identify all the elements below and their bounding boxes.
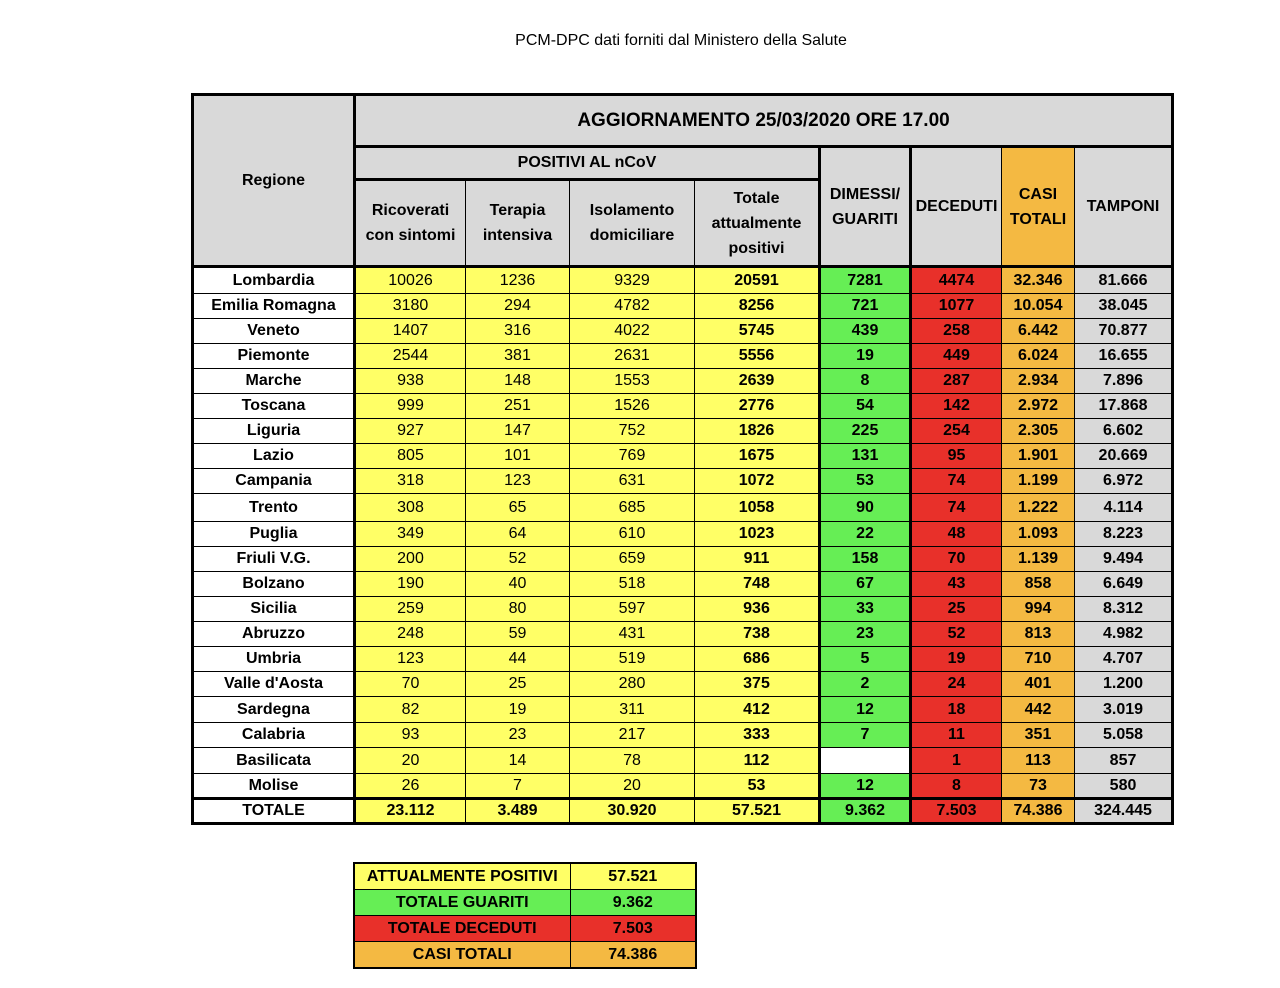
dimessi-cell: 12 xyxy=(820,697,911,723)
casi-totali-cell: 74.386 xyxy=(1002,799,1075,824)
isolamento-cell: 610 xyxy=(570,522,695,547)
terapia-cell: 14 xyxy=(466,748,570,774)
deceduti-cell: 48 xyxy=(911,522,1002,547)
dimessi-cell: 225 xyxy=(820,419,911,444)
table-row xyxy=(193,774,1173,799)
terapia-cell: 148 xyxy=(466,369,570,394)
tamponi-cell: 580 xyxy=(1075,774,1173,799)
region-cell: Sardegna xyxy=(193,697,355,723)
table-row xyxy=(193,723,1173,748)
region-cell: Molise xyxy=(193,774,355,799)
deceduti-cell: 8 xyxy=(911,774,1002,799)
casi-totali-cell: 2.305 xyxy=(1002,419,1075,444)
region-cell: Piemonte xyxy=(193,344,355,369)
table-row xyxy=(193,522,1173,547)
dimessi-cell: 2 xyxy=(820,672,911,697)
casi-totali-cell: 10.054 xyxy=(1002,294,1075,319)
region-cell: Lazio xyxy=(193,444,355,469)
region-cell: Puglia xyxy=(193,522,355,547)
total-row xyxy=(193,799,1173,824)
region-cell: Umbria xyxy=(193,647,355,672)
casi-totali-cell: 2.934 xyxy=(1002,369,1075,394)
dimessi-cell: 33 xyxy=(820,597,911,622)
tamponi-cell: 16.655 xyxy=(1075,344,1173,369)
table-row xyxy=(193,494,1173,522)
totale-positivi-cell: 1058 xyxy=(695,494,820,522)
totale-positivi-cell: 412 xyxy=(695,697,820,723)
isolamento-cell: 631 xyxy=(570,469,695,494)
tamponi-cell: 6.972 xyxy=(1075,469,1173,494)
casi-totali-cell: 1.093 xyxy=(1002,522,1075,547)
ricoverati-cell: 20 xyxy=(355,748,466,774)
tamponi-cell: 7.896 xyxy=(1075,369,1173,394)
tamponi-cell: 8.223 xyxy=(1075,522,1173,547)
header-isolamento: Isolamento domiciliare xyxy=(570,180,695,267)
summary-row xyxy=(354,863,696,890)
casi-totali-cell: 32.346 xyxy=(1002,267,1075,294)
terapia-cell: 3.489 xyxy=(466,799,570,824)
region-cell: Trento xyxy=(193,494,355,522)
table-row xyxy=(193,597,1173,622)
dimessi-cell: 7281 xyxy=(820,267,911,294)
region-cell: Liguria xyxy=(193,419,355,444)
deceduti-cell: 4474 xyxy=(911,267,1002,294)
isolamento-cell: 217 xyxy=(570,723,695,748)
totale-positivi-cell: 2776 xyxy=(695,394,820,419)
dimessi-cell: 54 xyxy=(820,394,911,419)
summary-row xyxy=(354,890,696,916)
totale-positivi-cell: 5556 xyxy=(695,344,820,369)
deceduti-cell: 52 xyxy=(911,622,1002,647)
terapia-cell: 19 xyxy=(466,697,570,723)
totale-positivi-cell: 1675 xyxy=(695,444,820,469)
tamponi-cell: 857 xyxy=(1075,748,1173,774)
isolamento-cell: 431 xyxy=(570,622,695,647)
ricoverati-cell: 805 xyxy=(355,444,466,469)
totale-positivi-cell: 686 xyxy=(695,647,820,672)
terapia-cell: 65 xyxy=(466,494,570,522)
totale-positivi-cell: 1072 xyxy=(695,469,820,494)
ricoverati-cell: 999 xyxy=(355,394,466,419)
summary-value: 9.362 xyxy=(570,890,696,916)
tamponi-cell: 17.868 xyxy=(1075,394,1173,419)
isolamento-cell: 752 xyxy=(570,419,695,444)
ricoverati-cell: 123 xyxy=(355,647,466,672)
casi-totali-cell: 1.222 xyxy=(1002,494,1075,522)
ricoverati-cell: 93 xyxy=(355,723,466,748)
tamponi-cell: 4.114 xyxy=(1075,494,1173,522)
header-terapia: Terapia intensiva xyxy=(466,180,570,267)
table-row xyxy=(193,622,1173,647)
summary-label: CASI TOTALI xyxy=(354,942,570,969)
dimessi-cell: 53 xyxy=(820,469,911,494)
summary-value: 74.386 xyxy=(570,942,696,969)
deceduti-cell: 24 xyxy=(911,672,1002,697)
deceduti-cell: 11 xyxy=(911,723,1002,748)
dimessi-cell: 12 xyxy=(820,774,911,799)
deceduti-cell: 142 xyxy=(911,394,1002,419)
ricoverati-cell: 82 xyxy=(355,697,466,723)
table-row xyxy=(193,394,1173,419)
terapia-cell: 147 xyxy=(466,419,570,444)
region-cell: Bolzano xyxy=(193,572,355,597)
terapia-cell: 316 xyxy=(466,319,570,344)
terapia-cell: 52 xyxy=(466,547,570,572)
terapia-cell: 123 xyxy=(466,469,570,494)
header-totale-positivi: Totale attualmente positivi xyxy=(695,180,820,267)
summary-label: TOTALE DECEDUTI xyxy=(354,916,570,942)
tamponi-cell: 4.982 xyxy=(1075,622,1173,647)
dimessi-cell: 131 xyxy=(820,444,911,469)
dimessi-cell: 8 xyxy=(820,369,911,394)
ricoverati-cell: 248 xyxy=(355,622,466,647)
table-row xyxy=(193,547,1173,572)
header-aggiornamento: AGGIORNAMENTO 25/03/2020 ORE 17.00 xyxy=(355,95,1173,147)
terapia-cell: 294 xyxy=(466,294,570,319)
ricoverati-cell: 318 xyxy=(355,469,466,494)
terapia-cell: 59 xyxy=(466,622,570,647)
region-cell: Basilicata xyxy=(193,748,355,774)
deceduti-cell: 19 xyxy=(911,647,1002,672)
totale-positivi-cell: 375 xyxy=(695,672,820,697)
ricoverati-cell: 26 xyxy=(355,774,466,799)
ricoverati-cell: 190 xyxy=(355,572,466,597)
isolamento-cell: 769 xyxy=(570,444,695,469)
totale-positivi-cell: 8256 xyxy=(695,294,820,319)
deceduti-cell: 254 xyxy=(911,419,1002,444)
isolamento-cell: 659 xyxy=(570,547,695,572)
ricoverati-cell: 938 xyxy=(355,369,466,394)
terapia-cell: 23 xyxy=(466,723,570,748)
deceduti-cell: 18 xyxy=(911,697,1002,723)
totale-positivi-cell: 112 xyxy=(695,748,820,774)
header-casi-totali: CASI TOTALI xyxy=(1002,147,1075,267)
region-cell: Marche xyxy=(193,369,355,394)
totale-positivi-cell: 5745 xyxy=(695,319,820,344)
isolamento-cell: 597 xyxy=(570,597,695,622)
totale-positivi-cell: 738 xyxy=(695,622,820,647)
terapia-cell: 101 xyxy=(466,444,570,469)
page-title: PCM-DPC dati forniti dal Ministero della Salute xyxy=(515,32,847,49)
ricoverati-cell: 70 xyxy=(355,672,466,697)
region-cell: Friuli V.G. xyxy=(193,547,355,572)
totale-positivi-cell: 936 xyxy=(695,597,820,622)
tamponi-cell: 1.200 xyxy=(1075,672,1173,697)
ricoverati-cell: 259 xyxy=(355,597,466,622)
totale-positivi-cell: 20591 xyxy=(695,267,820,294)
tamponi-cell: 38.045 xyxy=(1075,294,1173,319)
tamponi-cell: 20.669 xyxy=(1075,444,1173,469)
ricoverati-cell: 10026 xyxy=(355,267,466,294)
isolamento-cell: 20 xyxy=(570,774,695,799)
casi-totali-cell: 442 xyxy=(1002,697,1075,723)
dimessi-cell: 721 xyxy=(820,294,911,319)
tamponi-cell: 81.666 xyxy=(1075,267,1173,294)
deceduti-cell: 287 xyxy=(911,369,1002,394)
region-cell: Campania xyxy=(193,469,355,494)
tamponi-cell: 3.019 xyxy=(1075,697,1173,723)
region-cell: Toscana xyxy=(193,394,355,419)
deceduti-cell: 70 xyxy=(911,547,1002,572)
totale-positivi-cell: 333 xyxy=(695,723,820,748)
header-positivi: POSITIVI AL nCoV xyxy=(355,147,820,180)
dimessi-cell: 23 xyxy=(820,622,911,647)
terapia-cell: 44 xyxy=(466,647,570,672)
terapia-cell: 25 xyxy=(466,672,570,697)
casi-totali-cell: 710 xyxy=(1002,647,1075,672)
casi-totali-cell: 1.139 xyxy=(1002,547,1075,572)
casi-totali-cell: 2.972 xyxy=(1002,394,1075,419)
ricoverati-cell: 3180 xyxy=(355,294,466,319)
region-cell: Lombardia xyxy=(193,267,355,294)
header-regione: Regione xyxy=(193,95,355,267)
table-row xyxy=(193,469,1173,494)
tamponi-cell: 5.058 xyxy=(1075,723,1173,748)
region-cell: Valle d'Aosta xyxy=(193,672,355,697)
isolamento-cell: 9329 xyxy=(570,267,695,294)
tamponi-cell: 4.707 xyxy=(1075,647,1173,672)
dimessi-cell: 90 xyxy=(820,494,911,522)
ricoverati-cell: 349 xyxy=(355,522,466,547)
casi-totali-cell: 401 xyxy=(1002,672,1075,697)
casi-totali-cell: 1.901 xyxy=(1002,444,1075,469)
table-row xyxy=(193,697,1173,723)
dimessi-cell: 67 xyxy=(820,572,911,597)
dimessi-cell: 5 xyxy=(820,647,911,672)
casi-totali-cell: 1.199 xyxy=(1002,469,1075,494)
terapia-cell: 64 xyxy=(466,522,570,547)
deceduti-cell: 43 xyxy=(911,572,1002,597)
terapia-cell: 7 xyxy=(466,774,570,799)
table-row xyxy=(193,344,1173,369)
isolamento-cell: 280 xyxy=(570,672,695,697)
totale-positivi-cell: 53 xyxy=(695,774,820,799)
totale-positivi-cell: 911 xyxy=(695,547,820,572)
summary-value: 57.521 xyxy=(570,863,696,890)
terapia-cell: 381 xyxy=(466,344,570,369)
casi-totali-cell: 6.024 xyxy=(1002,344,1075,369)
ricoverati-cell: 308 xyxy=(355,494,466,522)
dimessi-cell: 9.362 xyxy=(820,799,911,824)
isolamento-cell: 1526 xyxy=(570,394,695,419)
totale-positivi-cell: 2639 xyxy=(695,369,820,394)
totale-positivi-cell: 748 xyxy=(695,572,820,597)
table-row xyxy=(193,369,1173,394)
summary-row xyxy=(354,942,696,969)
casi-totali-cell: 858 xyxy=(1002,572,1075,597)
table-row xyxy=(193,419,1173,444)
dimessi-cell xyxy=(820,748,911,774)
table-row xyxy=(193,267,1173,294)
ricoverati-cell: 1407 xyxy=(355,319,466,344)
casi-totali-cell: 994 xyxy=(1002,597,1075,622)
deceduti-cell: 449 xyxy=(911,344,1002,369)
isolamento-cell: 1553 xyxy=(570,369,695,394)
deceduti-cell: 7.503 xyxy=(911,799,1002,824)
tamponi-cell: 8.312 xyxy=(1075,597,1173,622)
summary-row xyxy=(354,916,696,942)
deceduti-cell: 74 xyxy=(911,469,1002,494)
summary-label: TOTALE GUARITI xyxy=(354,890,570,916)
tamponi-cell: 70.877 xyxy=(1075,319,1173,344)
dimessi-cell: 22 xyxy=(820,522,911,547)
isolamento-cell: 2631 xyxy=(570,344,695,369)
totale-positivi-cell: 57.521 xyxy=(695,799,820,824)
ricoverati-cell: 927 xyxy=(355,419,466,444)
summary-value: 7.503 xyxy=(570,916,696,942)
table-row xyxy=(193,319,1173,344)
covid-regional-table xyxy=(191,93,1174,825)
casi-totali-cell: 113 xyxy=(1002,748,1075,774)
terapia-cell: 251 xyxy=(466,394,570,419)
table-row xyxy=(193,444,1173,469)
dimessi-cell: 7 xyxy=(820,723,911,748)
summary-table xyxy=(353,862,697,969)
deceduti-cell: 1 xyxy=(911,748,1002,774)
header-deceduti: DECEDUTI xyxy=(911,147,1002,267)
dimessi-cell: 158 xyxy=(820,547,911,572)
isolamento-cell: 78 xyxy=(570,748,695,774)
header-dimessi: DIMESSI/ GUARITI xyxy=(820,147,911,267)
totale-positivi-cell: 1826 xyxy=(695,419,820,444)
isolamento-cell: 4782 xyxy=(570,294,695,319)
tamponi-cell: 324.445 xyxy=(1075,799,1173,824)
header-tamponi: TAMPONI xyxy=(1075,147,1173,267)
deceduti-cell: 74 xyxy=(911,494,1002,522)
ricoverati-cell: 23.112 xyxy=(355,799,466,824)
region-cell: Abruzzo xyxy=(193,622,355,647)
deceduti-cell: 25 xyxy=(911,597,1002,622)
casi-totali-cell: 351 xyxy=(1002,723,1075,748)
tamponi-cell: 9.494 xyxy=(1075,547,1173,572)
table-row xyxy=(193,647,1173,672)
deceduti-cell: 1077 xyxy=(911,294,1002,319)
isolamento-cell: 311 xyxy=(570,697,695,723)
tamponi-cell: 6.602 xyxy=(1075,419,1173,444)
isolamento-cell: 518 xyxy=(570,572,695,597)
ricoverati-cell: 2544 xyxy=(355,344,466,369)
region-cell: Calabria xyxy=(193,723,355,748)
header-ricoverati: Ricoverati con sintomi xyxy=(355,180,466,267)
terapia-cell: 1236 xyxy=(466,267,570,294)
region-cell: Veneto xyxy=(193,319,355,344)
table-row xyxy=(193,294,1173,319)
table-row xyxy=(193,572,1173,597)
casi-totali-cell: 813 xyxy=(1002,622,1075,647)
region-cell: TOTALE xyxy=(193,799,355,824)
tamponi-cell: 6.649 xyxy=(1075,572,1173,597)
table-row xyxy=(193,748,1173,774)
casi-totali-cell: 73 xyxy=(1002,774,1075,799)
ricoverati-cell: 200 xyxy=(355,547,466,572)
terapia-cell: 80 xyxy=(466,597,570,622)
region-cell: Sicilia xyxy=(193,597,355,622)
terapia-cell: 40 xyxy=(466,572,570,597)
casi-totali-cell: 6.442 xyxy=(1002,319,1075,344)
isolamento-cell: 685 xyxy=(570,494,695,522)
deceduti-cell: 95 xyxy=(911,444,1002,469)
dimessi-cell: 19 xyxy=(820,344,911,369)
isolamento-cell: 30.920 xyxy=(570,799,695,824)
totale-positivi-cell: 1023 xyxy=(695,522,820,547)
table-row xyxy=(193,672,1173,697)
dimessi-cell: 439 xyxy=(820,319,911,344)
region-cell: Emilia Romagna xyxy=(193,294,355,319)
deceduti-cell: 258 xyxy=(911,319,1002,344)
isolamento-cell: 519 xyxy=(570,647,695,672)
isolamento-cell: 4022 xyxy=(570,319,695,344)
summary-label: ATTUALMENTE POSITIVI xyxy=(354,863,570,890)
